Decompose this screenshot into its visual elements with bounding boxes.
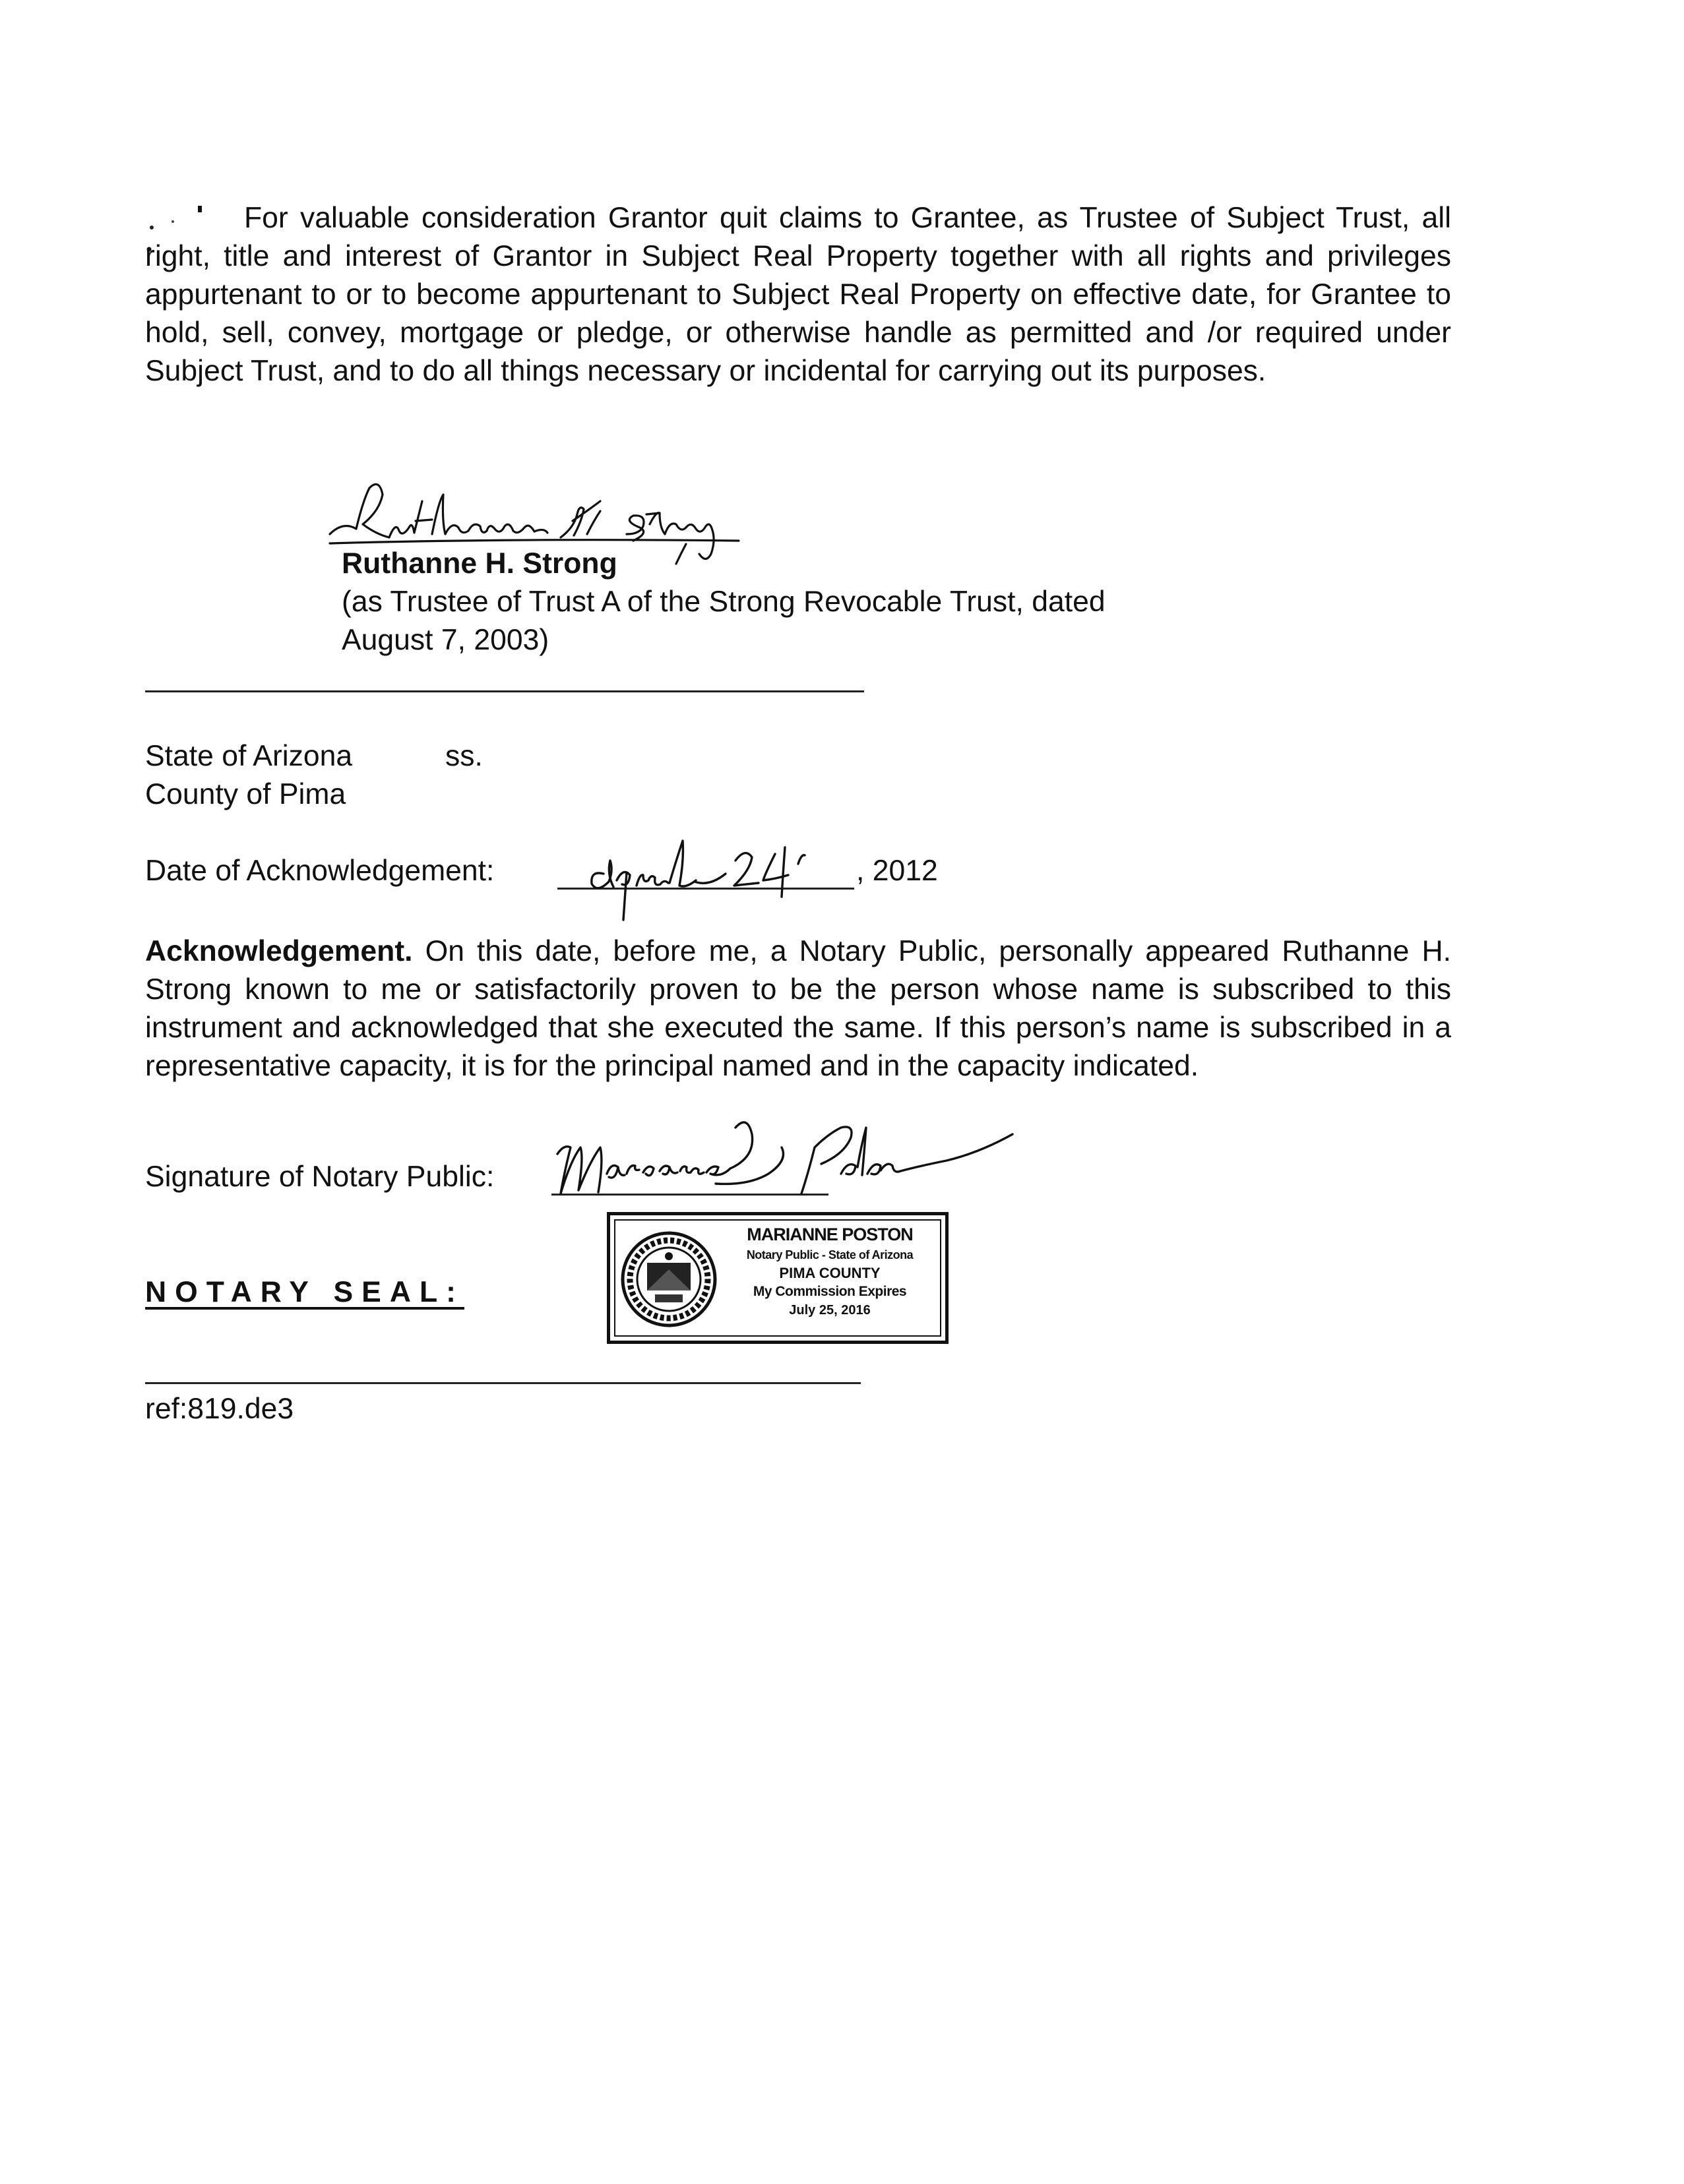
notary-stamp-text	[721, 1223, 939, 1320]
stamp-county: PIMA COUNTY	[779, 1265, 881, 1281]
notary-stamp	[607, 1212, 949, 1344]
grant-paragraph: For valuable consideration Grantor quit claims to Grantee, as Trustee of Subject Trust, all right, title and interest of Grantor in Subject Real Property together with all rights and privileges appurtenant to or to become appurtenant to Subject Real Property on effective date, for Grantee to hold, sell, convey, mortgage or pledge, or otherwise handle as permitted and /or required under Subject Trust, and to do all things necessary or incidental for carrying out its purposes.	[145, 202, 1451, 387]
reference-code: ref:819.de3	[145, 1393, 294, 1425]
acknowledgement-date-label: Date of Acknowledgement:	[145, 855, 495, 887]
signer-block	[342, 545, 1106, 659]
stamp-notary-title: Notary Public - State of Arizona	[746, 1248, 914, 1261]
signer-capacity-line-1: (as Trustee of Trust A of the Strong Revocable Trust, dated	[342, 586, 1106, 618]
notary-signature-label: Signature of Notary Public:	[145, 1161, 495, 1193]
venue-county: County of Pima	[145, 778, 346, 810]
stamp-notary-name: MARIANNE POSTON	[747, 1225, 913, 1244]
section-divider-top	[145, 690, 864, 692]
notary-signature	[551, 1108, 1026, 1207]
signer-capacity-line-2: August 7, 2003)	[342, 624, 549, 656]
acknowledgement-paragraph	[145, 932, 1451, 1085]
stamp-commission: My Commission Expires	[753, 1284, 907, 1299]
venue-ss: ss.	[445, 740, 483, 772]
section-divider-bottom	[145, 1382, 861, 1384]
arizona-seal-icon	[619, 1230, 718, 1329]
acknowledgement-body: On this date, before me, a Notary Public, personally appeared Ruthanne H. Strong known to me or satisfactorily proven to be the person whose name is subscribed to this instrument and acknowledged that she executed the same. If this person’s name is subscribed in a representative capacity, it is for the principal named and in the capacity indicated.	[145, 935, 1451, 1082]
venue-block	[145, 737, 483, 814]
handwritten-date	[577, 834, 854, 926]
venue-state: State of Arizona	[145, 740, 353, 772]
signer-name: Ruthanne H. Strong	[342, 547, 617, 580]
acknowledgement-lead: Acknowledgement.	[145, 935, 413, 967]
notary-seal-label: NOTARY SEAL:	[145, 1276, 464, 1308]
notary-signature-line	[145, 1161, 494, 1194]
stamp-expiration: July 25, 2016	[789, 1303, 871, 1318]
acknowledgement-year: , 2012	[856, 855, 938, 887]
